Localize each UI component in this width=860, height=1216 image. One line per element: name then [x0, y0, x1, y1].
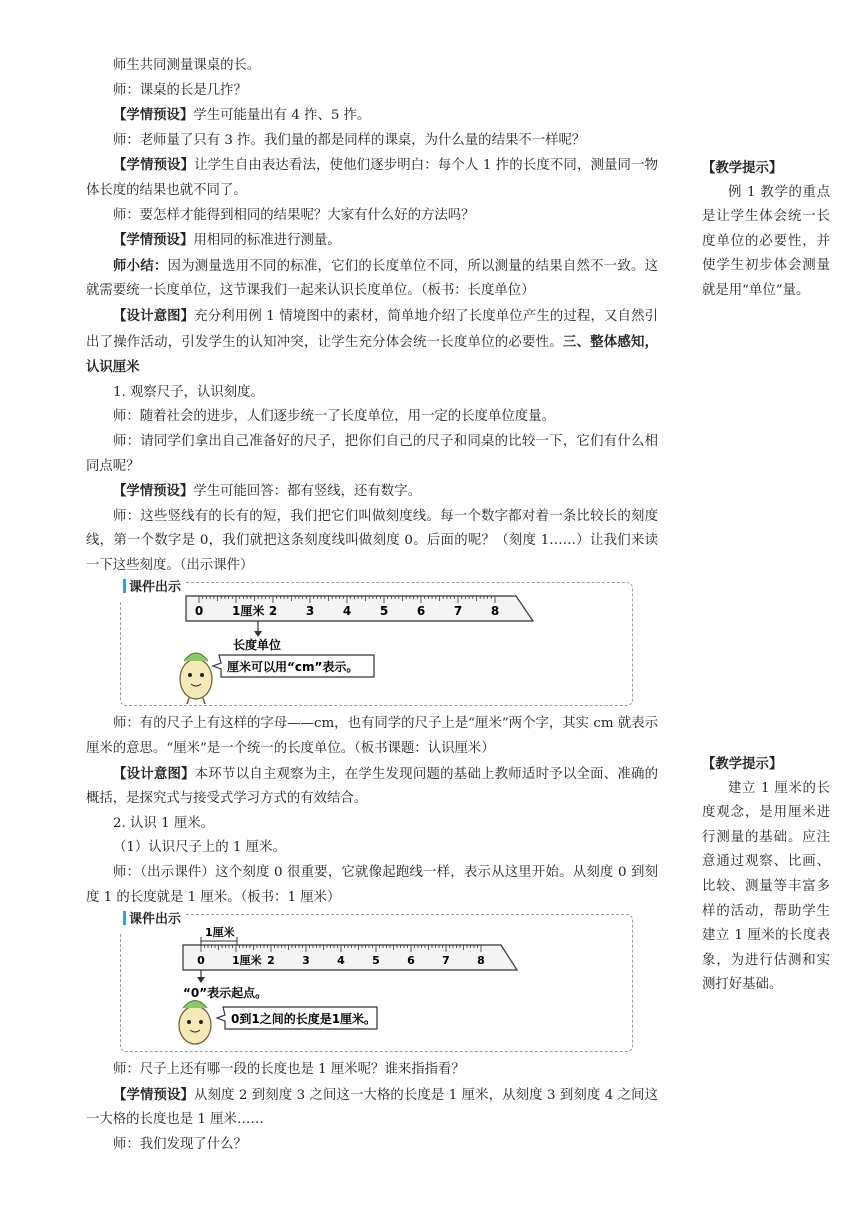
paragraph: 师：尺子上还有哪一段的长度也是 1 厘米呢？谁来指指看？	[113, 1062, 465, 1078]
courseware-figure-2	[120, 914, 633, 1052]
paragraph-text: 学生可能量出有 4 拃、5 拃。	[193, 108, 371, 124]
paragraph: 2. 认识 1 厘米。	[113, 815, 215, 831]
paragraph: 师：随着社会的进步，人们逐步统一了长度单位，用一定的长度单位度量。	[113, 409, 555, 425]
pointer-arrow	[254, 631, 262, 637]
paragraph	[86, 228, 658, 254]
tip-title: 【教学提示】	[702, 160, 783, 176]
ruler-tick-label: 8	[490, 604, 500, 619]
tip-text: 建立 1 厘米的长度观念，是用厘米进行测量的基础。应注意通过观察、比画、比较、测量等丰富多样的活动，帮助学生建立 1 厘米的长度表象，为进行估测和实测打好基础。	[702, 780, 830, 993]
ruler-figure-1	[121, 583, 632, 705]
paragraph	[86, 103, 658, 129]
ruler-tick-label: 4	[342, 604, 352, 619]
paragraph-text: 充分利用例 1 情境图中的素材，简单地介绍了长度单位产生的过程，又自然引出了操作活动，引发学生的认知冲突，让学生充分体会统一长度单位的必要性。	[86, 308, 659, 350]
mascot-image	[179, 1001, 211, 1045]
unit-label: 长度单位	[233, 638, 282, 653]
paragraph-text: 用相同的标准进行测量。	[193, 233, 341, 249]
tip-title: 【教学提示】	[702, 756, 783, 772]
ruler-tick-label: 2	[268, 604, 278, 619]
paragraph: 师：要怎样才能得到相同的结果呢？大家有什么好的方法吗？	[113, 207, 475, 223]
label-design: 【设计意图】	[113, 307, 195, 324]
courseware-tag: 课件出示	[119, 576, 185, 601]
ruler-tick-label: 5	[372, 954, 380, 968]
paragraph: 师：这些竖线有的长有的短，我们把它们叫做刻度线。每一个数字都对着一条比较长的刻度线，第一个数字是 0，我们就把这条刻度线叫做刻度 0。后面的呢？（刻度 1……）让我们来读一下这些刻度。（出示课件）	[86, 508, 658, 573]
ruler-tick-label: 3	[305, 604, 315, 619]
paragraph-text: 从刻度 2 到刻度 3 之间这一大格的长度是 1 厘米，从刻度 3 到刻度 4 之间这一大格的长度也是 1 厘米……	[86, 1087, 658, 1128]
section-heading: 三、整体感知，认识厘米	[86, 333, 658, 376]
paragraph	[86, 762, 658, 812]
ruler-tick-label: 1厘米	[232, 604, 265, 619]
paragraph	[86, 304, 658, 381]
teaching-tip-1	[702, 156, 830, 304]
paragraph-text: 因为测量选用不同的标准，它们的长度单位不同，所以测量的结果自然不一致。这就需要统一长度单位，这节课我们一起来认识长度单位。（板书：长度单位）	[86, 258, 659, 299]
paragraph	[86, 479, 658, 505]
paragraph: 师：我们发现了什么？	[113, 1137, 247, 1152]
paragraph-text: 本环节以自主观察为主，在学生发现问题的基础上教师适时予以全面、准确的概括，是探究式与接受式学习方式的有效结合。	[86, 766, 659, 807]
label-preset: 【学情预设】	[113, 232, 194, 249]
label-preset: 【学情预设】	[113, 157, 195, 174]
label-preset: 【学情预设】	[113, 483, 194, 500]
ruler-figure-2	[121, 915, 632, 1051]
mascot-image	[180, 653, 212, 704]
teaching-tip-2	[702, 752, 830, 998]
start-label: “0”表示起点。	[183, 986, 268, 1001]
ruler-tick-label: 3	[302, 954, 310, 968]
paragraph	[86, 1083, 658, 1133]
lesson-body	[86, 54, 658, 1158]
pointer-arrow	[197, 977, 205, 983]
ruler-tick-label: 0	[197, 954, 205, 968]
bubble-text: 厘米可以用“cm”表示。	[227, 660, 359, 675]
paragraph: （1）认识尺子上的 1 厘米。	[113, 840, 286, 856]
ruler-tick-label: 1厘米	[232, 954, 262, 968]
courseware-tag: 课件出示	[119, 908, 185, 933]
ruler-tick-label: 6	[416, 604, 426, 619]
paragraph	[86, 254, 658, 304]
label-preset: 【学情预设】	[113, 107, 194, 124]
bubble-text: 0到1之间的长度是1厘米。	[231, 1012, 377, 1027]
label-summary: 师小结：	[113, 257, 168, 274]
courseware-figure-1	[120, 582, 633, 706]
ruler-tick-label: 4	[337, 954, 345, 968]
ruler-tick-label: 8	[477, 954, 485, 968]
paragraph: 师生共同测量课桌的长。	[113, 58, 261, 73]
paragraph: 师：课桌的长是几拃？	[113, 82, 247, 98]
label-preset: 【学情预设】	[113, 1086, 194, 1103]
paragraph: 师：老师量了只有 3 拃。我们量的都是同样的课桌，为什么量的结果不一样呢？	[113, 132, 586, 148]
paragraph: 师：有的尺子上有这样的字母——cm，也有同学的尺子上是“厘米”两个字，其实 cm 就表示厘米的意思。“厘米”是一个统一的长度单位。（板书课题：认识厘米）	[86, 716, 658, 757]
ruler-tick-label: 7	[442, 954, 450, 968]
span-label: 1厘米	[205, 926, 235, 940]
ruler-tick-label: 6	[407, 954, 415, 968]
ruler-tick-label: 2	[267, 954, 275, 968]
paragraph: 师：（出示课件）这个刻度 0 很重要，它就像起跑线一样，表示从这里开始。从刻度 0 到刻度 1 的长度就是 1 厘米。（板书：1 厘米）	[86, 865, 658, 905]
paragraph: 师：请同学们拿出自己准备好的尺子，把你们自己的尺子和同桌的比较一下，它们有什么相同点呢？	[86, 433, 658, 474]
paragraph: 1. 观察尺子，认识刻度。	[113, 384, 264, 400]
ruler-tick-label: 0	[194, 604, 204, 619]
ruler-tick-label: 5	[379, 604, 389, 619]
paragraph	[86, 153, 658, 203]
label-design: 【设计意图】	[113, 765, 195, 782]
paragraph-text: 学生可能回答：都有竖线，还有数字。	[193, 484, 421, 500]
ruler-tick-label: 7	[453, 604, 463, 619]
ruler-tick-labels	[197, 953, 485, 967]
paragraph-text: 让学生自由表达看法，使他们逐步明白：每个人 1 拃的长度不同，测量同一物体长度的结果也就不同了。	[86, 158, 659, 198]
tip-text: 例 1 教学的重点是让学生体会统一长度单位的必要性，并使学生初步体会测量就是用“单位”量。	[702, 184, 830, 298]
ruler-tick-labels	[195, 603, 499, 618]
